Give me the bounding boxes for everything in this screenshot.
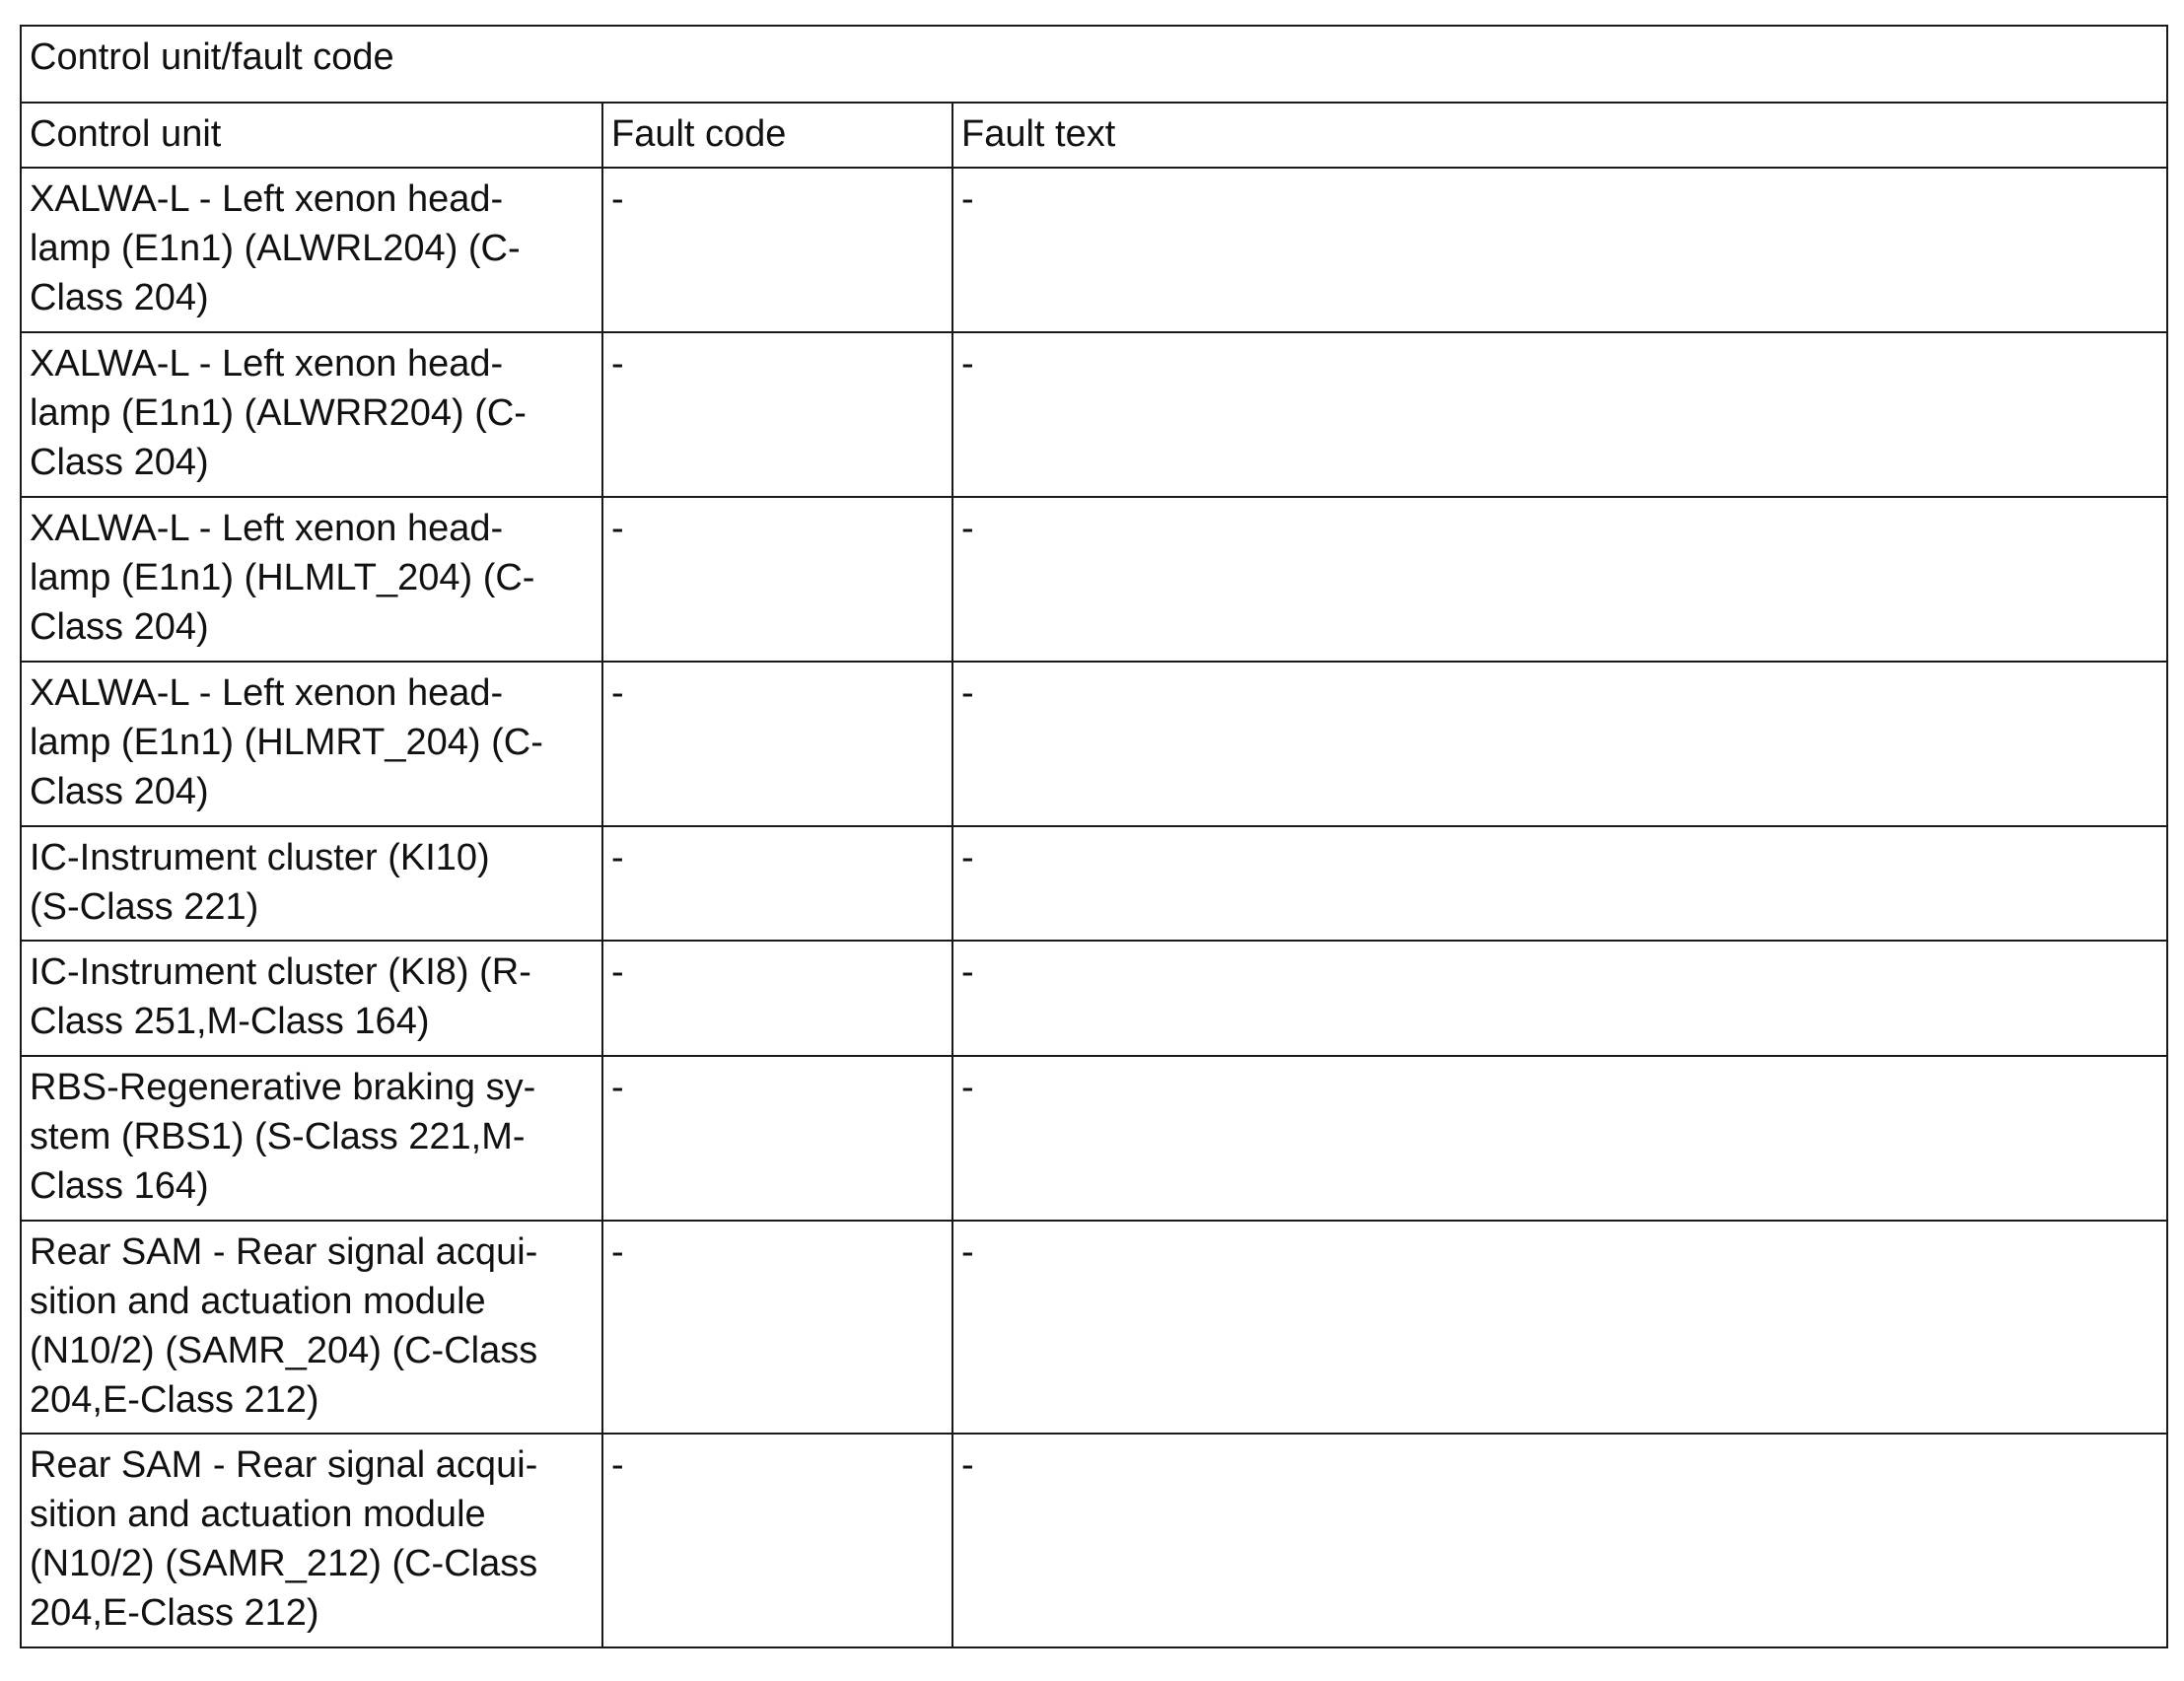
control-unit-cell	[21, 168, 602, 332]
header-fault-code: Fault code	[602, 103, 952, 168]
table-row	[21, 332, 2167, 497]
table-row	[21, 1434, 2167, 1647]
fault-code-cell: -	[602, 826, 952, 941]
control-unit-cell	[21, 1056, 602, 1221]
fault-code-cell: -	[602, 497, 952, 662]
fault-text-cell: -	[952, 168, 2167, 332]
control-unit-cell	[21, 826, 602, 941]
table-row	[21, 662, 2167, 826]
fault-text-cell: -	[952, 332, 2167, 497]
header-control-unit: Control unit	[21, 103, 602, 168]
control-unit-cell	[21, 1221, 602, 1434]
control-unit-cell	[21, 941, 602, 1056]
table-row	[21, 1056, 2167, 1221]
header-fault-text: Fault text	[952, 103, 2167, 168]
fault-text-cell: -	[952, 1056, 2167, 1221]
table-row	[21, 941, 2167, 1056]
fault-text-cell: -	[952, 1221, 2167, 1434]
table-row	[21, 826, 2167, 941]
fault-text-cell: -	[952, 941, 2167, 1056]
fault-code-cell: -	[602, 1056, 952, 1221]
fault-code-cell: -	[602, 662, 952, 826]
fault-code-cell: -	[602, 168, 952, 332]
control-unit-text: Rear SAM - Rear signal acqui- sition and actuation module (N10/2) (SAMR_204) (C-Class 204,E-Class 212)	[30, 1231, 538, 1421]
table-row	[21, 1221, 2167, 1434]
control-unit-text: XALWA-L - Left xenon head- lamp (E1n1) (ALWRR204) (C- Class 204)	[30, 343, 527, 483]
control-unit-cell	[21, 1434, 602, 1647]
fault-code-cell: -	[602, 941, 952, 1056]
control-unit-text: XALWA-L - Left xenon head- lamp (E1n1) (HLMRT_204) (C- Class 204)	[30, 672, 543, 812]
document-page	[20, 25, 2166, 1648]
fault-text-cell: -	[952, 1434, 2167, 1647]
control-unit-text: XALWA-L - Left xenon head- lamp (E1n1) (HLMLT_204) (C- Class 204)	[30, 508, 535, 648]
control-unit-cell	[21, 332, 602, 497]
fault-code-cell: -	[602, 1434, 952, 1647]
control-unit-text: RBS-Regenerative braking sy- stem (RBS1) (S-Class 221,M- Class 164)	[30, 1067, 536, 1207]
fault-text-cell: -	[952, 826, 2167, 941]
fault-code-cell: -	[602, 1221, 952, 1434]
fault-code-cell: -	[602, 332, 952, 497]
fault-text-cell: -	[952, 497, 2167, 662]
control-unit-text: Rear SAM - Rear signal acqui- sition and actuation module (N10/2) (SAMR_212) (C-Class 204,E-Class 212)	[30, 1444, 538, 1634]
table-row	[21, 497, 2167, 662]
table-header-row	[21, 103, 2167, 168]
control-unit-cell	[21, 497, 602, 662]
control-unit-text: IC-Instrument cluster (KI10) (S-Class 221)	[30, 837, 490, 928]
fault-code-table	[20, 25, 2168, 1648]
control-unit-cell	[21, 662, 602, 826]
table-title-row	[21, 26, 2167, 103]
fault-text-cell: -	[952, 662, 2167, 826]
table-row	[21, 168, 2167, 332]
table-title: Control unit/fault code	[21, 26, 2167, 103]
control-unit-text: XALWA-L - Left xenon head- lamp (E1n1) (ALWRL204) (C- Class 204)	[30, 178, 521, 318]
control-unit-text: IC-Instrument cluster (KI8) (R- Class 251,M-Class 164)	[30, 951, 531, 1042]
